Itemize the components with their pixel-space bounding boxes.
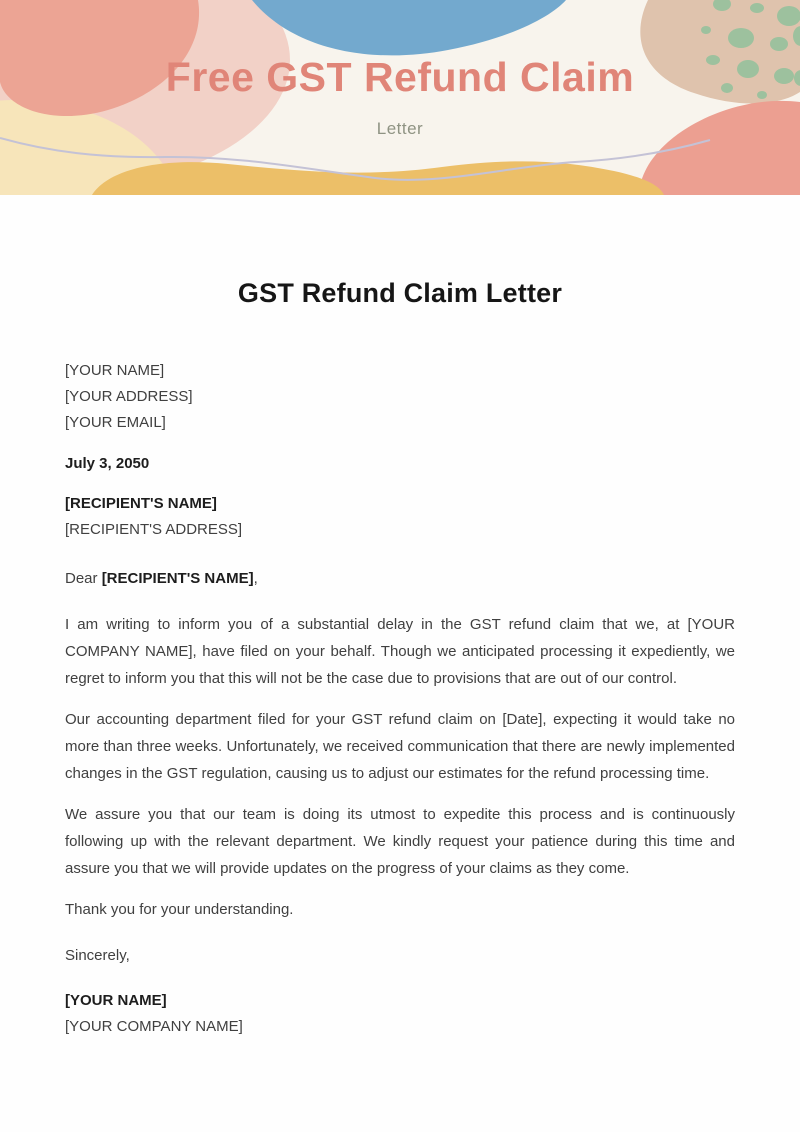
signature-block (65, 988, 735, 1040)
recipient-name: [RECIPIENT'S NAME] (65, 495, 217, 512)
letter-body (0, 278, 800, 1040)
paragraph-3: We assure you that our team is doing its utmost to expedite this process and is continuously following up with the relevant department. We kindly request your patience during this time and assure you that we will provide updates on the progress of your claims as they come. (65, 806, 735, 877)
sender-address: [YOUR ADDRESS] (65, 388, 193, 405)
signature-name: [YOUR NAME] (65, 992, 167, 1009)
salutation-name: [RECIPIENT'S NAME] (101, 570, 254, 587)
closing-word: Sincerely, (65, 947, 130, 964)
banner-subtitle: Letter (376, 119, 424, 138)
closing-thanks: Thank you for your understanding. (65, 901, 294, 918)
sender-block (65, 358, 735, 436)
signature-company: [YOUR COMPANY NAME] (65, 1018, 243, 1035)
paragraph-1: I am writing to inform you of a substantial delay in the GST refund claim that we, at [YOUR COMPANY NAME], have filed on your behalf. Though we anticipated processing it expediently, we regret to inform you that this will not be the case due to provisions that are out of our control. (65, 616, 735, 687)
salutation-suffix: , (253, 570, 258, 587)
banner (0, 0, 800, 195)
paragraph-2: Our accounting department filed for your GST refund claim on [Date], expecting it would take no more than three weeks. Unfortunately, we received communication that there are newly implemented changes in the GST regulation, causing us to adjust our estimates for the refund processing time. (65, 711, 735, 782)
letter-date: July 3, 2050 (65, 455, 150, 472)
salutation (65, 566, 735, 592)
salutation-prefix: Dear (65, 570, 102, 587)
recipient-block (65, 491, 735, 543)
letter-title: GST Refund Claim Letter (237, 278, 563, 308)
sender-email: [YOUR EMAIL] (65, 414, 166, 431)
banner-title: Free GST Refund Claim (165, 54, 635, 100)
recipient-address: [RECIPIENT'S ADDRESS] (65, 521, 243, 538)
sender-name: [YOUR NAME] (65, 362, 165, 379)
